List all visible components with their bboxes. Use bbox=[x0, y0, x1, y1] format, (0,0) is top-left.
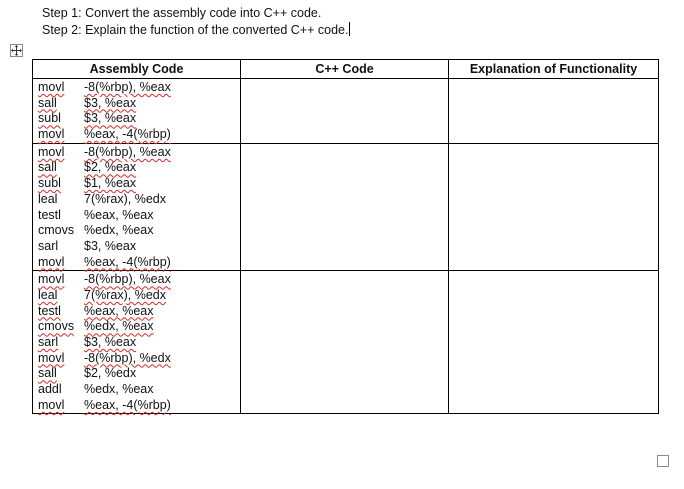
assembly-line bbox=[38, 304, 240, 320]
assembly-opcode: leal bbox=[38, 287, 58, 302]
assembly-opcode: testl bbox=[38, 303, 61, 318]
assembly-opcode: movl bbox=[38, 144, 65, 159]
assembly-table bbox=[32, 59, 659, 414]
assembly-operands: -8(%rbp), %edx bbox=[84, 350, 171, 365]
assembly-line bbox=[38, 288, 240, 304]
assembly-operands: $2, %eax bbox=[84, 160, 137, 175]
assembly-line bbox=[38, 255, 240, 271]
assembly-line bbox=[38, 335, 240, 351]
assembly-line bbox=[38, 366, 240, 382]
assembly-opcode: sarl bbox=[38, 238, 59, 253]
assembly-operands: -8(%rbp), %eax bbox=[84, 144, 171, 159]
assembly-line bbox=[38, 160, 240, 176]
assembly-opcode: movl bbox=[38, 350, 65, 365]
assembly-line bbox=[38, 145, 240, 161]
assembly-line bbox=[38, 319, 240, 335]
table-row bbox=[33, 143, 659, 271]
assembly-operands: $3, %eax bbox=[84, 111, 137, 126]
assembly-line bbox=[38, 176, 240, 192]
table-row bbox=[33, 79, 659, 144]
assembly-line bbox=[38, 351, 240, 367]
assembly-opcode: leal bbox=[38, 191, 58, 206]
assembly-code-cell[interactable] bbox=[33, 271, 241, 414]
assembly-opcode: cmovs bbox=[38, 319, 75, 334]
assembly-line bbox=[38, 272, 240, 288]
assembly-operands: %eax, %eax bbox=[84, 207, 154, 222]
assembly-code-cell[interactable] bbox=[33, 79, 241, 144]
assembly-operands: $2, %edx bbox=[84, 366, 137, 381]
assembly-opcode: addl bbox=[38, 382, 62, 397]
assembly-line bbox=[38, 382, 240, 398]
text-cursor bbox=[349, 22, 350, 36]
assembly-opcode: cmovs bbox=[38, 223, 75, 238]
assembly-operands: %edx, %eax bbox=[84, 319, 154, 334]
assembly-line bbox=[38, 80, 240, 96]
assembly-opcode: sall bbox=[38, 160, 57, 175]
assembly-operands: %eax, -4(%rbp) bbox=[84, 254, 171, 269]
explanation-cell[interactable] bbox=[449, 143, 659, 271]
assembly-opcode: movl bbox=[38, 80, 65, 94]
table-resize-handle[interactable] bbox=[657, 455, 669, 467]
assembly-operands: -8(%rbp), %eax bbox=[84, 272, 171, 287]
explanation-cell[interactable] bbox=[449, 79, 659, 144]
assembly-operands: %edx, %eax bbox=[84, 382, 154, 397]
step-1-text[interactable]: Step 1: Convert the assembly code into C++ code. bbox=[42, 6, 322, 20]
assembly-operands: %eax, -4(%rbp) bbox=[84, 127, 171, 142]
assembly-operands: 7(%rax), %edx bbox=[84, 191, 166, 206]
assembly-opcode: movl bbox=[38, 127, 65, 142]
step-2-line[interactable] bbox=[42, 22, 350, 39]
assembly-opcode: testl bbox=[38, 207, 61, 222]
assembly-opcode: subl bbox=[38, 111, 61, 126]
assembly-opcode: sall bbox=[38, 95, 57, 110]
assembly-line bbox=[38, 127, 240, 143]
assembly-line bbox=[38, 96, 240, 112]
assembly-line bbox=[38, 192, 240, 208]
cpp-code-cell[interactable] bbox=[241, 79, 449, 144]
assembly-opcode: sarl bbox=[38, 335, 59, 349]
assembly-operands: $3, %eax bbox=[84, 238, 137, 253]
assembly-line bbox=[38, 239, 240, 255]
assembly-line bbox=[38, 398, 240, 414]
assembly-operands: %eax, %eax bbox=[84, 303, 154, 318]
assembly-opcode: sall bbox=[38, 366, 57, 381]
explanation-cell[interactable] bbox=[449, 271, 659, 414]
instructions bbox=[42, 5, 350, 39]
header-assembly-code[interactable]: Assembly Code bbox=[33, 60, 241, 79]
assembly-opcode: movl bbox=[38, 272, 65, 287]
header-explanation[interactable]: Explanation of Functionality bbox=[449, 60, 659, 79]
assembly-opcode: subl bbox=[38, 176, 61, 191]
assembly-opcode: movl bbox=[38, 254, 65, 269]
assembly-line bbox=[38, 223, 240, 239]
assembly-opcode: movl bbox=[38, 397, 65, 412]
assembly-code-cell[interactable] bbox=[33, 143, 241, 271]
assembly-operands: %edx, %eax bbox=[84, 223, 154, 238]
step-2-text[interactable]: Step 2: Explain the function of the converted C++ code. bbox=[42, 23, 349, 37]
assembly-operands: %eax, -4(%rbp) bbox=[84, 397, 171, 412]
header-cpp-code[interactable]: C++ Code bbox=[241, 60, 449, 79]
assembly-operands: $3, %eax bbox=[84, 335, 137, 349]
assembly-operands: $1, %eax bbox=[84, 176, 137, 191]
assembly-operands: -8(%rbp), %eax bbox=[84, 80, 171, 94]
table-header-row bbox=[33, 60, 659, 79]
assembly-line bbox=[38, 208, 240, 224]
table-move-handle-icon[interactable] bbox=[10, 44, 23, 57]
assembly-operands: $3, %eax bbox=[84, 95, 137, 110]
assembly-line bbox=[38, 111, 240, 127]
table-row bbox=[33, 271, 659, 414]
assembly-operands: 7(%rax), %edx bbox=[84, 287, 166, 302]
cpp-code-cell[interactable] bbox=[241, 143, 449, 271]
cpp-code-cell[interactable] bbox=[241, 271, 449, 414]
